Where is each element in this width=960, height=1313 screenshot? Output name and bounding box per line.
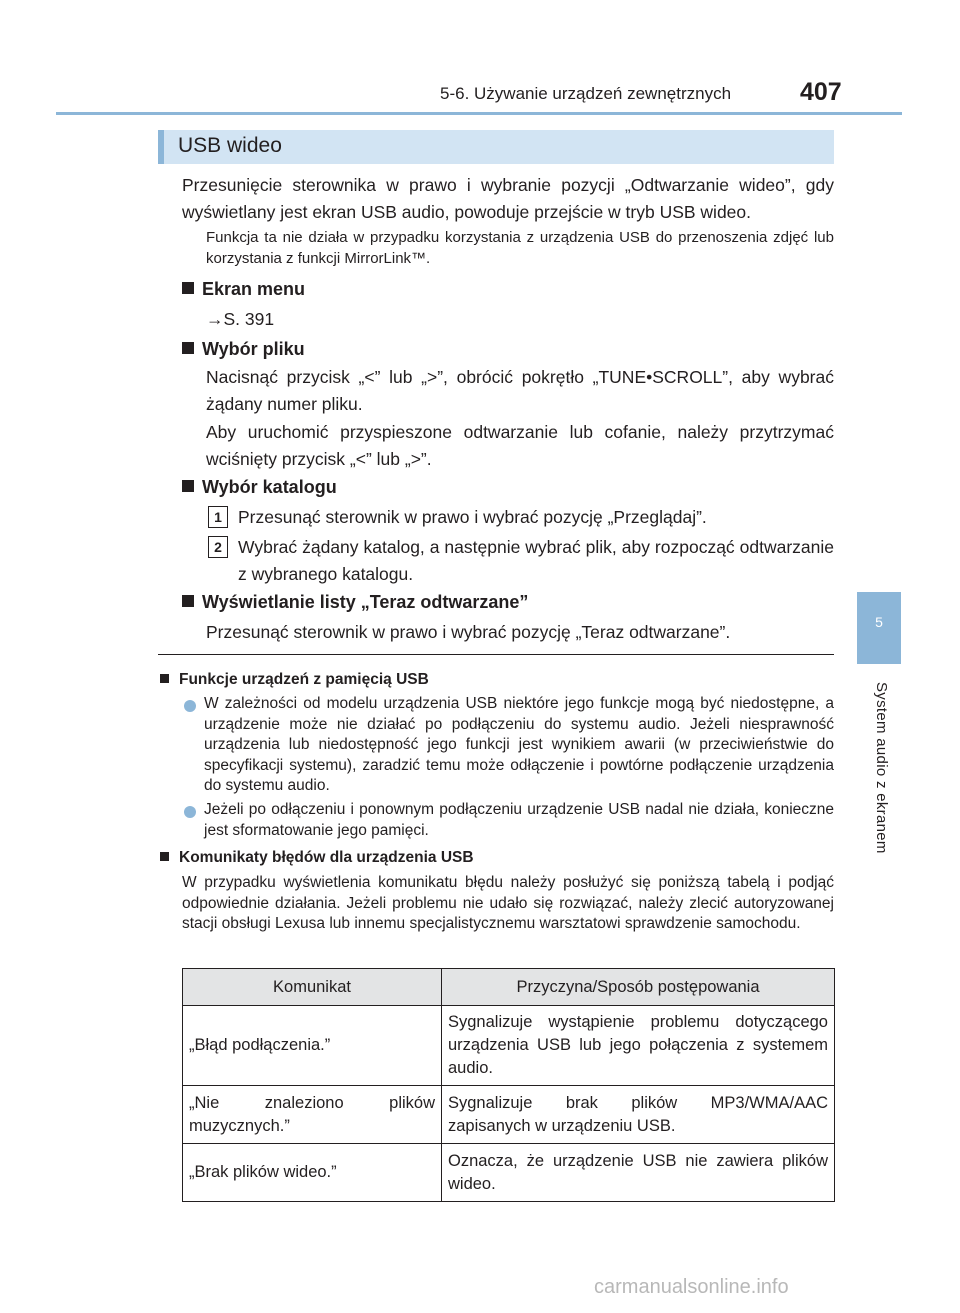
info-memory-bullet-1: W zależności od modelu urządzenia USB niektóre jego funkcje mogą być niedostępne, a urządzenie może nie działać po podłączeniu do systemu audio. Jeżeli niesprawność urządzenia lub niedostępność jego funkcji jest wynikiem awarii (w przeciwieństwie do specyfikacji systemu), zaradzić temu może odłączenie i powtórne podłączenie urządzenia do systemu audio. bbox=[204, 695, 834, 794]
running-header: 5-6. Używanie urządzeń zewnętrznych bbox=[440, 84, 732, 103]
info-memory-heading bbox=[160, 669, 429, 690]
table-row bbox=[183, 1086, 835, 1144]
subsection-menu-title: Ekran menu bbox=[202, 279, 306, 299]
subsection-menu bbox=[182, 276, 305, 302]
dot-bullet-icon bbox=[184, 806, 196, 818]
square-bullet-icon bbox=[182, 595, 194, 607]
chapter-tab bbox=[857, 592, 901, 664]
info-errors-text: W przypadku wyświetlenia komunikatu błędu należy posłużyć się poniższą tabelą i podjąć odpowiednie działania. Jeżeli problemu nie udało się rozwiązać, należy zlecić autoryzowanej stacji obsługi Lexusa lub innemu specjalistycznemu warsztatowi sprawdzenie samochodu. bbox=[182, 874, 834, 932]
section-title: USB wideo bbox=[178, 134, 282, 157]
intro-note: Funkcja ta nie działa w przypadku korzystania z urządzenia USB do przenoszenia zdjęć lub korzystania z funkcji MirrorLink™. bbox=[206, 229, 834, 267]
file-text-2: Aby uruchomić przyspieszone odtwarzanie lub cofanie, należy przytrzymać wciśnięty przycisk „<” lub „>”. bbox=[206, 422, 834, 469]
square-bullet-icon bbox=[182, 342, 194, 354]
table-cell-cause: Sygnalizuje brak plików MP3/WMA/AAC zapisanych w urządzeniu USB. bbox=[442, 1086, 835, 1144]
menu-page-reference: →S. 391 bbox=[206, 309, 275, 329]
header-rule bbox=[56, 112, 902, 115]
table-header-cell: Komunikat bbox=[183, 969, 442, 1006]
intro-text: Przesunięcie sterownika w prawo i wybranie pozycji „Odtwarzanie wideo”, gdy wyświetlany jest ekran USB audio, powoduje przejście w tryb USB wideo. bbox=[182, 175, 834, 222]
subsection-now-playing-title: Wyświetlanie listy „Teraz odtwarzane” bbox=[202, 592, 529, 612]
table-cell-message: „Brak plików wideo.” bbox=[183, 1144, 442, 1202]
step-text-2: Wybrać żądany katalog, a następnie wybrać plik, aby rozpocząć odtwarzanie z wybranego katalogu. bbox=[238, 537, 834, 584]
subsection-folder-title: Wybór katalogu bbox=[202, 477, 337, 497]
table-cell-cause: Oznacza, że urządzenie USB nie zawiera plików wideo. bbox=[442, 1144, 835, 1202]
now-playing-text: Przesunąć sterownik w prawo i wybrać pozycję „Teraz odtwarzane”. bbox=[206, 622, 731, 642]
info-errors-title: Komunikaty błędów dla urządzenia USB bbox=[179, 849, 474, 866]
table-cell-cause: Sygnalizuje wystąpienie problemu dotyczącego urządzenia USB lub jego połączenia z systemem audio. bbox=[442, 1006, 835, 1086]
table-header-row bbox=[183, 969, 835, 1006]
step-text-1: Przesunąć sterownik w prawo i wybrać pozycję „Przeglądaj”. bbox=[238, 507, 707, 527]
file-text-1: Nacisnąć przycisk „<” lub „>”, obrócić pokrętło „TUNE•SCROLL”, aby wybrać żądany numer pliku. bbox=[206, 367, 834, 414]
subsection-file-title: Wybór pliku bbox=[202, 339, 305, 359]
subsection-folder bbox=[182, 474, 337, 500]
table-cell-message: „Nie znaleziono plików muzycznych.” bbox=[183, 1086, 442, 1144]
watermark: carmanualsonline.info bbox=[594, 1276, 789, 1298]
square-bullet-icon bbox=[182, 282, 194, 294]
subsection-file bbox=[182, 336, 305, 362]
chapter-title: System audio z ekranem bbox=[873, 682, 890, 854]
chapter-number: 5 bbox=[875, 614, 883, 630]
page-number: 407 bbox=[800, 78, 842, 106]
table-row bbox=[183, 1006, 835, 1086]
table-cell-message: „Błąd podłączenia.” bbox=[183, 1006, 442, 1086]
step-number-2: 2 bbox=[208, 536, 228, 558]
square-bullet-icon bbox=[160, 674, 169, 683]
info-memory-bullet-2: Jeżeli po odłączeniu i ponownym podłączeniu urządzenie USB nadal nie działa, konieczne jest sformatowanie jego pamięci. bbox=[204, 801, 834, 839]
divider bbox=[158, 654, 834, 655]
subsection-now-playing bbox=[182, 589, 528, 615]
info-errors-heading bbox=[160, 847, 474, 868]
square-bullet-icon bbox=[160, 852, 169, 861]
error-messages-table bbox=[182, 968, 835, 1202]
info-memory-title: Funkcje urządzeń z pamięcią USB bbox=[179, 671, 429, 688]
table-header-cell: Przyczyna/Sposób postępowania bbox=[442, 969, 835, 1006]
square-bullet-icon bbox=[182, 480, 194, 492]
dot-bullet-icon bbox=[184, 700, 196, 712]
step-number-1: 1 bbox=[208, 506, 228, 528]
section-heading-bar bbox=[158, 130, 834, 164]
table-row bbox=[183, 1144, 835, 1202]
